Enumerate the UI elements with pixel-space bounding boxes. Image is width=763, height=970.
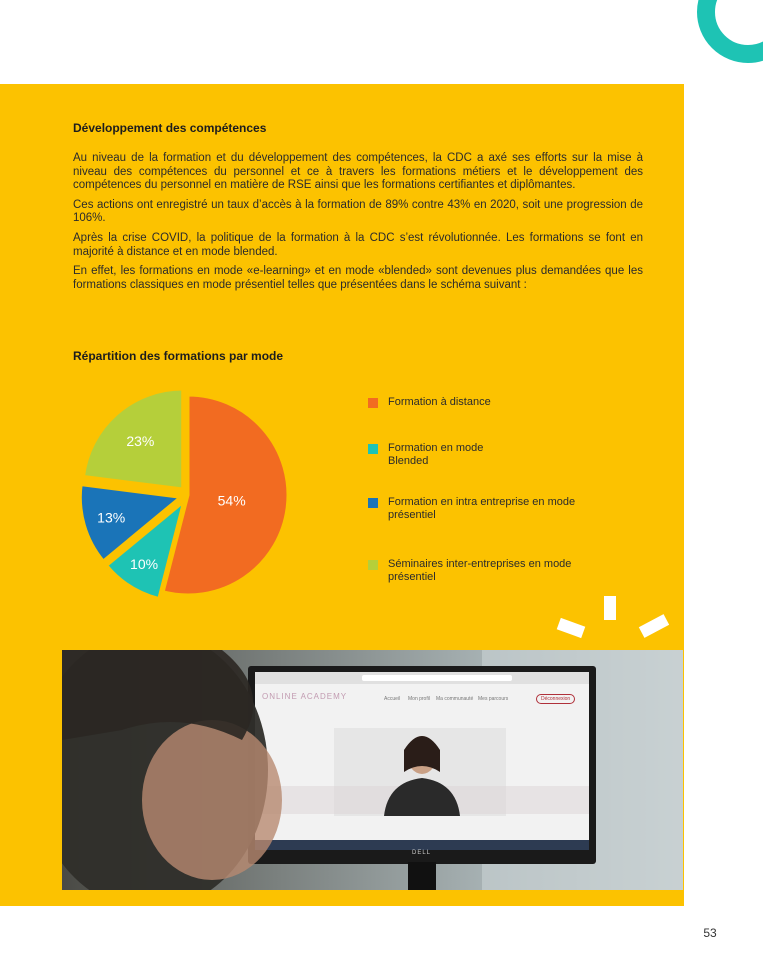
pie-slice-label: 10% (130, 556, 159, 573)
site-cta: Déconnexion (536, 694, 575, 704)
site-nav-item: Ma communauté (436, 696, 474, 702)
corner-arc-decoration (690, 0, 763, 72)
legend-swatch (368, 560, 378, 570)
photo-elearning (62, 650, 683, 890)
site-nav-item: Accueil (384, 696, 401, 702)
section-title: Développement des compétences (73, 121, 267, 135)
legend-label: Formation en mode Blended (388, 442, 484, 467)
legend-swatch (368, 398, 378, 408)
legend-label: Formation à distance (388, 396, 491, 408)
photo-illustration (62, 650, 683, 890)
chart-title: Répartition des formations par mode (73, 349, 284, 363)
paragraph: Après la crise COVID, la politique de la formation à la CDC s’est révolutionnée. Les formations se font en majorité à distance et en mode blended. (73, 231, 643, 258)
pie-slice-label: 23% (126, 432, 155, 449)
pie-slice-label: 13% (97, 509, 126, 526)
legend-label: Formation en intra entreprise en mode présentiel (388, 496, 576, 521)
legend-swatch (368, 444, 378, 454)
body-text (73, 152, 643, 298)
monitor-brand: DELL (412, 850, 432, 856)
legend-swatch (368, 498, 378, 508)
paragraph: En effet, les formations en mode «e-learning» et en mode «blended» sont devenues plus demandées que les formations classiques en mode présentiel telles que présentées dans le schéma suivant : (73, 265, 643, 291)
site-nav-item: Mes parcours (478, 696, 509, 702)
paragraph: Ces actions ont enregistré un taux d’accès à la formation de 89% contre 43% en 2020, soit une progression de 106%. (73, 198, 643, 225)
page-number: 53 (703, 926, 717, 940)
site-brand: ONLINE ACADEMY (262, 692, 348, 701)
site-nav-item: Mon profil (408, 696, 430, 702)
pie-slice-label: 54% (217, 492, 246, 509)
legend-label: Séminaires inter-entreprises en mode présentiel (388, 558, 572, 583)
paragraph: Au niveau de la formation et du développement des compétences, la CDC a axé ses efforts sur la mise à niveau des compétences du personnel et ce à travers les formations métiers et le développement des compétences du personnel en matière de RSE ainsi que les formations certifiantes et diplômantes. (73, 152, 643, 192)
pie-chart (60, 385, 320, 605)
